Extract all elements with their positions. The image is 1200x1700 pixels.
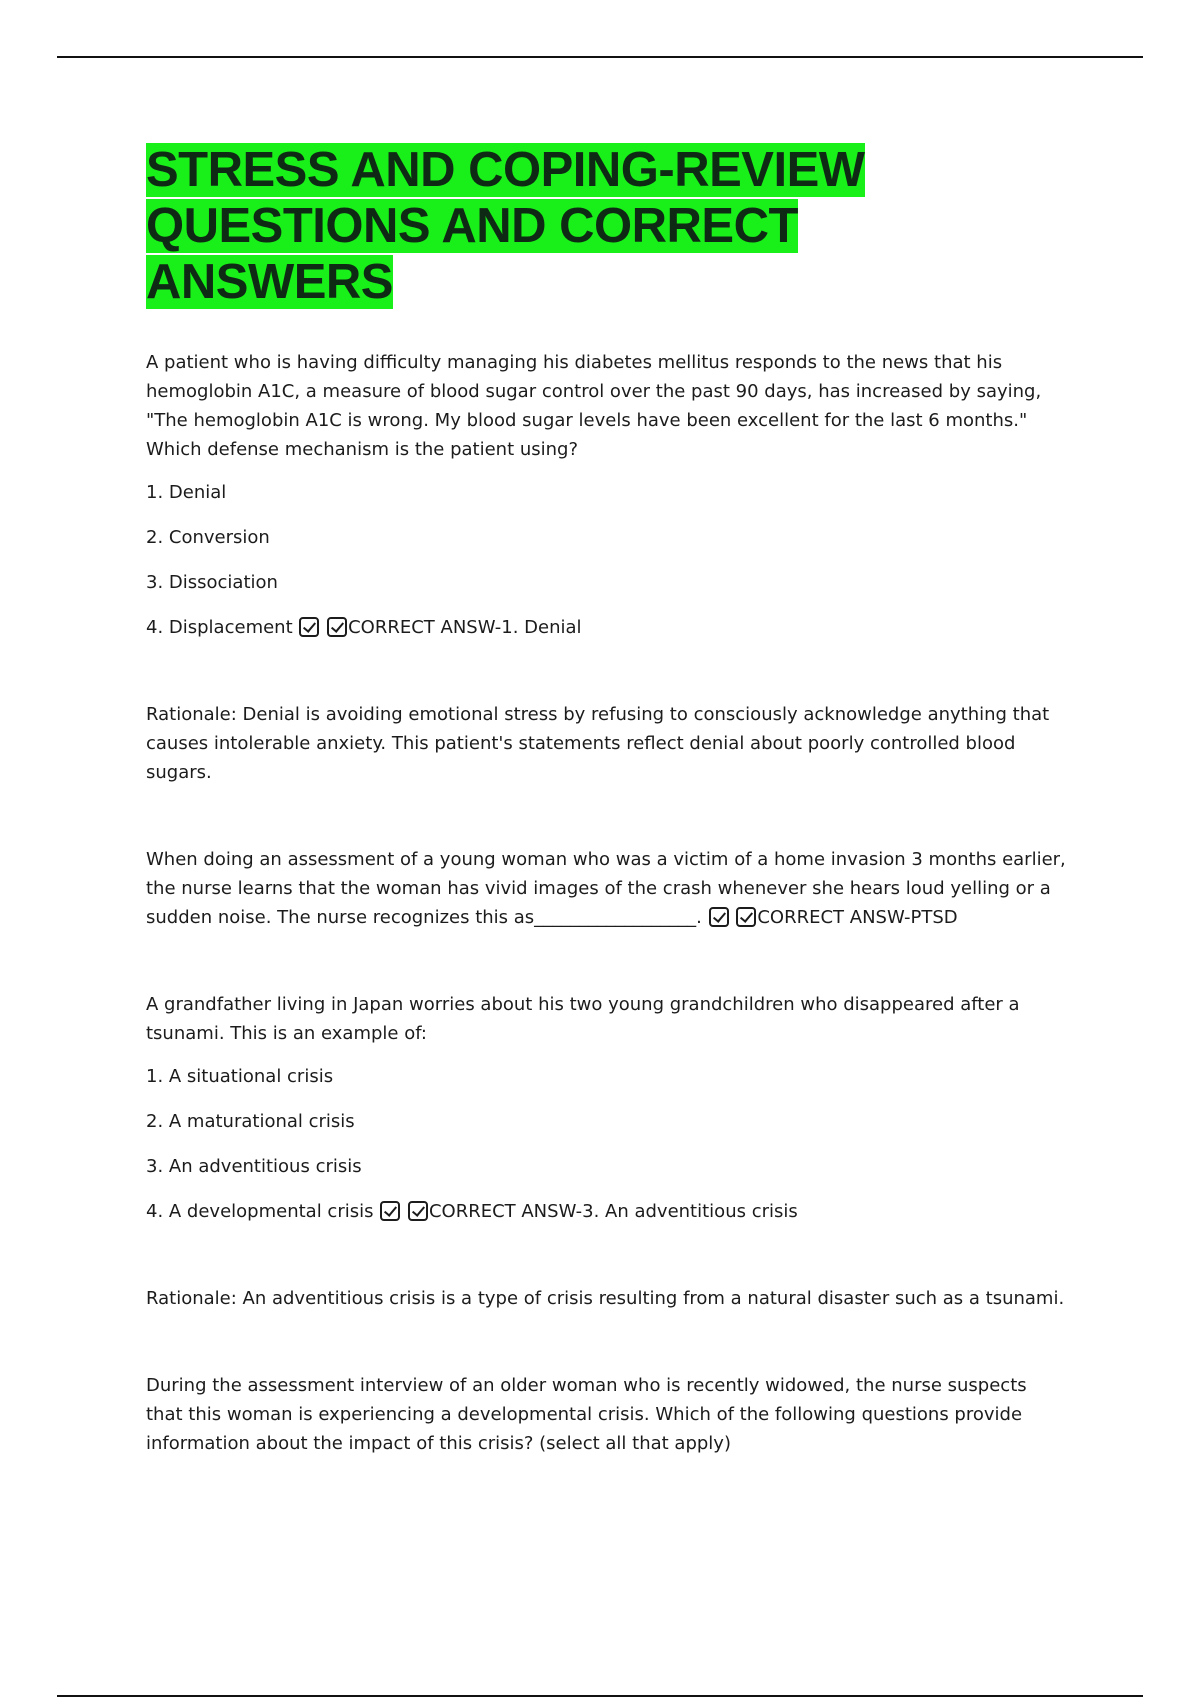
checkbox-icon (380, 1201, 400, 1221)
document-title (146, 142, 1066, 310)
title-line-3: ANSWERS (146, 255, 393, 309)
question-3-option-4-line (146, 1197, 1066, 1226)
header-rule (57, 56, 1143, 58)
question-2-block (146, 845, 1066, 932)
footer-rule (57, 1695, 1143, 1697)
question-4-stem: During the assessment interview of an older woman who is recently widowed, the nurse suspects that this woman is experiencing a developmental crisis. Which of the following questions provide information about the impact of this crisis? (select all that apply) (146, 1375, 1027, 1454)
question-3-option-3: 3. An adventitious crisis (146, 1156, 362, 1177)
question-3-answer: CORRECT ANSW-3. An adventitious crisis (428, 1201, 798, 1222)
question-3-option-2: 2. A maturational crisis (146, 1111, 355, 1132)
checkbox-icon (408, 1201, 428, 1221)
question-3-rationale: Rationale: An adventitious crisis is a type of crisis resulting from a natural disaster such as a tsunami. (146, 1288, 1065, 1309)
document-body (146, 142, 1066, 1458)
checkbox-icon (327, 617, 347, 637)
question-1-rationale: Rationale: Denial is avoiding emotional stress by refusing to consciously acknowledge anything that causes intolerable anxiety. This patient's statements reflect denial about poorly controlled blood sugars. (146, 704, 1050, 783)
question-3-stem: A grandfather living in Japan worries about his two young grandchildren who disappeared after a tsunami. This is an example of: (146, 994, 1020, 1044)
checkbox-icon (299, 617, 319, 637)
question-1-option-2: 2. Conversion (146, 527, 270, 548)
question-1-option-4-line (146, 613, 1066, 642)
title-line-1: STRESS AND COPING-REVIEW (146, 143, 865, 197)
checkbox-icon (736, 907, 756, 927)
question-1-answer: CORRECT ANSW-1. Denial (348, 617, 582, 638)
question-1-option-4: 4. Displacement (146, 617, 293, 638)
checkbox-icon (709, 907, 729, 927)
title-line-2: QUESTIONS AND CORRECT (146, 199, 798, 253)
question-1-option-3: 3. Dissociation (146, 572, 278, 593)
question-3-option-4: 4. A developmental crisis (146, 1201, 374, 1222)
question-2-stem: When doing an assessment of a young woman who was a victim of a home invasion 3 months earlier, the nurse learns that the woman has vivid images of the crash whenever she hears loud yelling or a sudden noise. The nurse recognizes this as__________________. (146, 849, 1066, 928)
question-1-option-1: 1. Denial (146, 482, 227, 503)
question-2-answer: CORRECT ANSW-PTSD (757, 907, 958, 928)
question-3-option-1: 1. A situational crisis (146, 1066, 334, 1087)
question-1-stem: A patient who is having difficulty managing his diabetes mellitus responds to the news that his hemoglobin A1C, a measure of blood sugar control over the past 90 days, has increased by saying, "The hemoglobin A1C is wrong. My blood sugar levels have been excellent for the last 6 months." Which defense mechanism is the patient using? (146, 352, 1042, 460)
